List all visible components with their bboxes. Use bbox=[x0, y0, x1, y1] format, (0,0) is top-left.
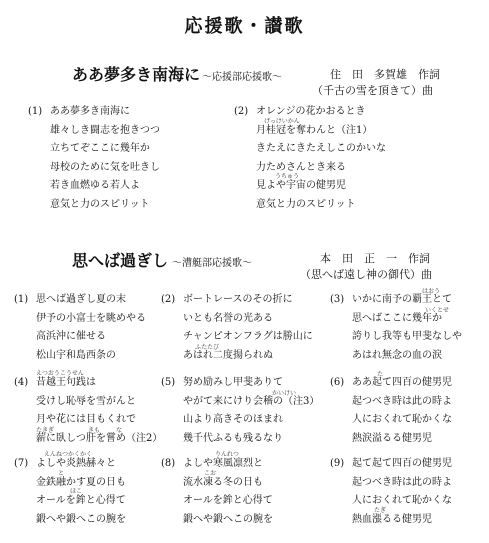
verse-line: チャンピオンフラグは勝山に bbox=[183, 331, 313, 342]
ruby-futatabi: ふたたび bbox=[195, 344, 220, 351]
ruby-uchu: うちゅう bbox=[275, 173, 300, 180]
verse-line: 流水凍る冬の日も bbox=[183, 476, 263, 488]
verse-line: 鍛へや鍛へこの腕を bbox=[183, 513, 273, 525]
verse-line: オールを鉾と心得て bbox=[36, 495, 126, 506]
verse-line: ああ夢多き南海に bbox=[50, 106, 130, 117]
song2-verse-1 bbox=[14, 291, 146, 365]
verse-line: やがて来にけり会稽の（注3） bbox=[183, 395, 320, 407]
verse-line: 力ためさんとき来る bbox=[256, 161, 346, 173]
verse-line: 見よや宇宙の健男児 bbox=[256, 180, 346, 191]
verse-line: 意気と力のスピリット bbox=[50, 198, 150, 210]
song2-composer: （思へば遠し神の御代）曲 bbox=[300, 268, 432, 281]
verse-line: 松山宇和島西条の bbox=[36, 349, 116, 361]
verse-line: 鍛へや鍛へこの腕を bbox=[36, 513, 126, 525]
ruby-ikutose: いくとせ bbox=[425, 307, 450, 314]
verse-line: 雄々しき闘志を抱きつつ bbox=[50, 124, 160, 136]
ruby-tagi: たぎ bbox=[374, 507, 387, 514]
verse-line: 幾千代ふるも残るなり bbox=[183, 432, 283, 444]
ruby-haou: はおう bbox=[422, 288, 441, 295]
ruby-gekkeikan: げっけいかん bbox=[264, 118, 300, 125]
verse-line: よしや寒風凛烈と bbox=[183, 458, 263, 469]
verse-line: 金鉄融かす夏の日も bbox=[36, 476, 126, 488]
verse-line: 立ちてぞここに幾年か bbox=[50, 143, 150, 154]
verse-line: 誇りし我等も甲斐なしや bbox=[352, 331, 462, 342]
verse-number: (3) bbox=[330, 294, 345, 305]
verse-line: 薪に臥しつ肝を嘗め（注2） bbox=[36, 432, 163, 444]
verse-line: あはれ無念の血の涙 bbox=[352, 349, 442, 361]
song1-composer: （千古の雪を頂きて）曲 bbox=[312, 84, 433, 97]
verse-line: 月や花には目もくれで bbox=[36, 414, 136, 425]
verse-line: 起て起て四百の健男児 bbox=[352, 458, 452, 469]
verse-line: よしや炎熱赫々と bbox=[36, 458, 116, 469]
verse-line: 昔越王句践は bbox=[36, 377, 96, 388]
verse-line: 人におくれて恥かくな bbox=[352, 414, 452, 425]
page-title: 応援歌・讃歌 bbox=[184, 16, 305, 37]
song1-verse-1 bbox=[28, 103, 160, 214]
verse-number: (7) bbox=[14, 458, 29, 469]
song1-lyricist: 住 田 多賀雄 作詞 bbox=[330, 68, 440, 81]
verse-line: 思へば過ぎし夏の末 bbox=[36, 294, 126, 305]
song2-lyricist: 本 田 正 一 作詞 bbox=[320, 252, 430, 265]
verse-line: ああ起て四百の健男児 bbox=[352, 377, 452, 388]
ruby-to: と bbox=[58, 470, 65, 477]
song1-subtitle: ～応援部応援歌～ bbox=[202, 72, 282, 83]
song2-verse-2 bbox=[161, 291, 313, 365]
ruby-koo: こお bbox=[204, 470, 217, 477]
verse-number: (4) bbox=[14, 377, 29, 388]
song2-verse-9 bbox=[330, 455, 452, 529]
verse-line: 受けし恥辱を雪がんと bbox=[36, 395, 136, 407]
verse-line: オレンジの花かおるとき bbox=[256, 106, 366, 117]
verse-number: (9) bbox=[330, 458, 345, 469]
verse-line: いかに南予の覇王とて bbox=[352, 294, 452, 305]
verse-line: 人におくれて恥かくな bbox=[352, 495, 452, 506]
verse-line: 高浜沖に催せる bbox=[36, 331, 106, 342]
verse-line: 思へばここに幾年か bbox=[352, 312, 442, 324]
verse-number: (1) bbox=[14, 294, 29, 305]
song2-verse-6 bbox=[330, 374, 452, 448]
ruby-rinretsu: りんれつ bbox=[215, 451, 239, 458]
ruby-etsuoukousen: えつおうこうせん bbox=[36, 370, 84, 377]
verse-line: 熱涙溢るる健男児 bbox=[352, 432, 432, 444]
ruby-ta: た bbox=[377, 371, 384, 378]
song2-verse-3 bbox=[330, 291, 462, 365]
verse-line: 努め励みし甲斐ありて bbox=[183, 377, 283, 388]
ruby-hoko: ほこ bbox=[70, 488, 83, 495]
verse-line: きたえにきたえしこのかいな bbox=[256, 143, 386, 154]
song2-title: 思へば過ぎし bbox=[72, 251, 169, 270]
verse-line: あはれ二度揚られぬ bbox=[183, 349, 273, 361]
ruby-takigi: たきぎ bbox=[36, 427, 55, 434]
verse-number: (5) bbox=[161, 377, 176, 388]
verse-number: (2) bbox=[161, 294, 176, 305]
verse-line: いとも名誉の光ある bbox=[183, 312, 273, 324]
song2-verse-8 bbox=[161, 455, 273, 529]
song2-subtitle: ～漕艇部応援歌～ bbox=[172, 258, 252, 269]
verse-number: (8) bbox=[161, 458, 176, 469]
song2-verse-5 bbox=[161, 374, 320, 448]
verse-line: オールを鉾と心得て bbox=[183, 495, 273, 506]
verse-line: 母校のために気を吐きし bbox=[50, 161, 160, 173]
ruby-kimo: きも bbox=[88, 427, 101, 434]
ruby-kaikei: かいけい bbox=[272, 390, 297, 397]
verse-line: 伊予の小富士を眺めやる bbox=[36, 312, 146, 324]
verse-line: 月桂冠を奪わんと（注1） bbox=[256, 124, 373, 136]
verse-line: 起つべき時は此の時よ bbox=[352, 476, 452, 488]
verse-line: 山より高きそのほまれ bbox=[183, 414, 283, 425]
ruby-ennetsukakukaku: えんねつかくかく bbox=[44, 451, 93, 458]
verse-line: 若き血燃ゆる若人よ bbox=[50, 180, 140, 191]
verse-line: 起つべき時は此の時よ bbox=[352, 395, 452, 407]
verse-line: 熱血漲るる健男児 bbox=[352, 513, 432, 525]
ruby-na: な bbox=[116, 427, 123, 434]
song2-verse-4 bbox=[14, 374, 163, 448]
verse-number: (1) bbox=[28, 106, 43, 117]
song1-title: ああ夢多き南海に bbox=[72, 65, 201, 84]
verse-line: 意気と力のスピリット bbox=[256, 198, 356, 210]
verse-line: ボートレースのその折に bbox=[183, 294, 293, 305]
verse-number: (6) bbox=[330, 377, 345, 388]
verse-number: (2) bbox=[234, 106, 249, 117]
